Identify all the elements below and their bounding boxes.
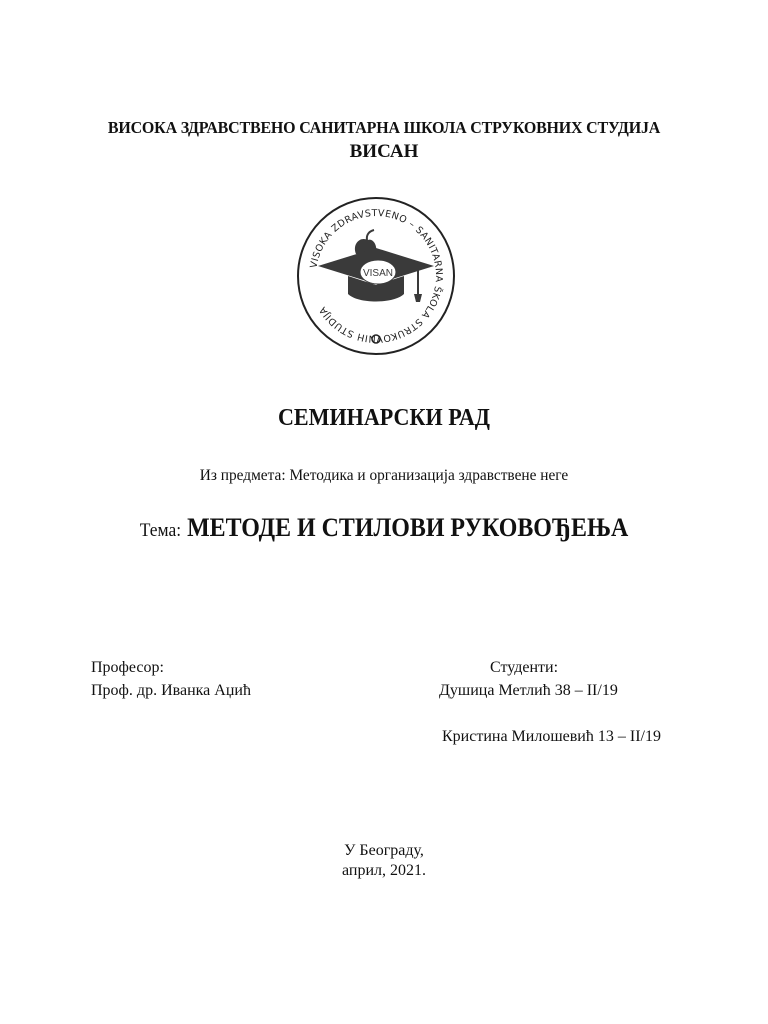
professor-heading: Професор: [91, 659, 164, 676]
student-item: Кристина Милошевић 13 – II/19 [442, 728, 661, 745]
topic-line [31, 513, 738, 543]
date-line: април, 2021. [342, 862, 426, 879]
school-name: ВИСОКА ЗДРАВСТВЕНО САНИТАРНА ШКОЛА СТРУКОВНИХ СТУДИЈА [107, 118, 661, 137]
professor-name: Проф. др. Иванка Аџић [91, 682, 251, 699]
document-type: СЕМИНАРСКИ РАД [277, 405, 491, 431]
school-abbreviation: ВИСАН [349, 141, 419, 162]
school-seal-icon [296, 196, 456, 356]
student-item: Душица Метлић 38 – II/19 [439, 682, 618, 699]
topic-title: МЕТОДЕ И СТИЛОВИ РУКОВОЂЕЊА [187, 513, 629, 542]
students-heading: Студенти: [490, 659, 559, 676]
logo-center-text: VISAN [362, 268, 394, 279]
logo-ring-text: VISOKA ZDRAVSTVENO – SANITARNA ŠKOLA STRUKOVNIH STUDIJA [308, 207, 445, 345]
topic-label: Тема: [139, 520, 182, 541]
school-logo [296, 196, 456, 356]
place-line: У Београду, [344, 842, 424, 859]
subject-line: Из предмета: Методика и организација здравствене неге [199, 467, 569, 484]
